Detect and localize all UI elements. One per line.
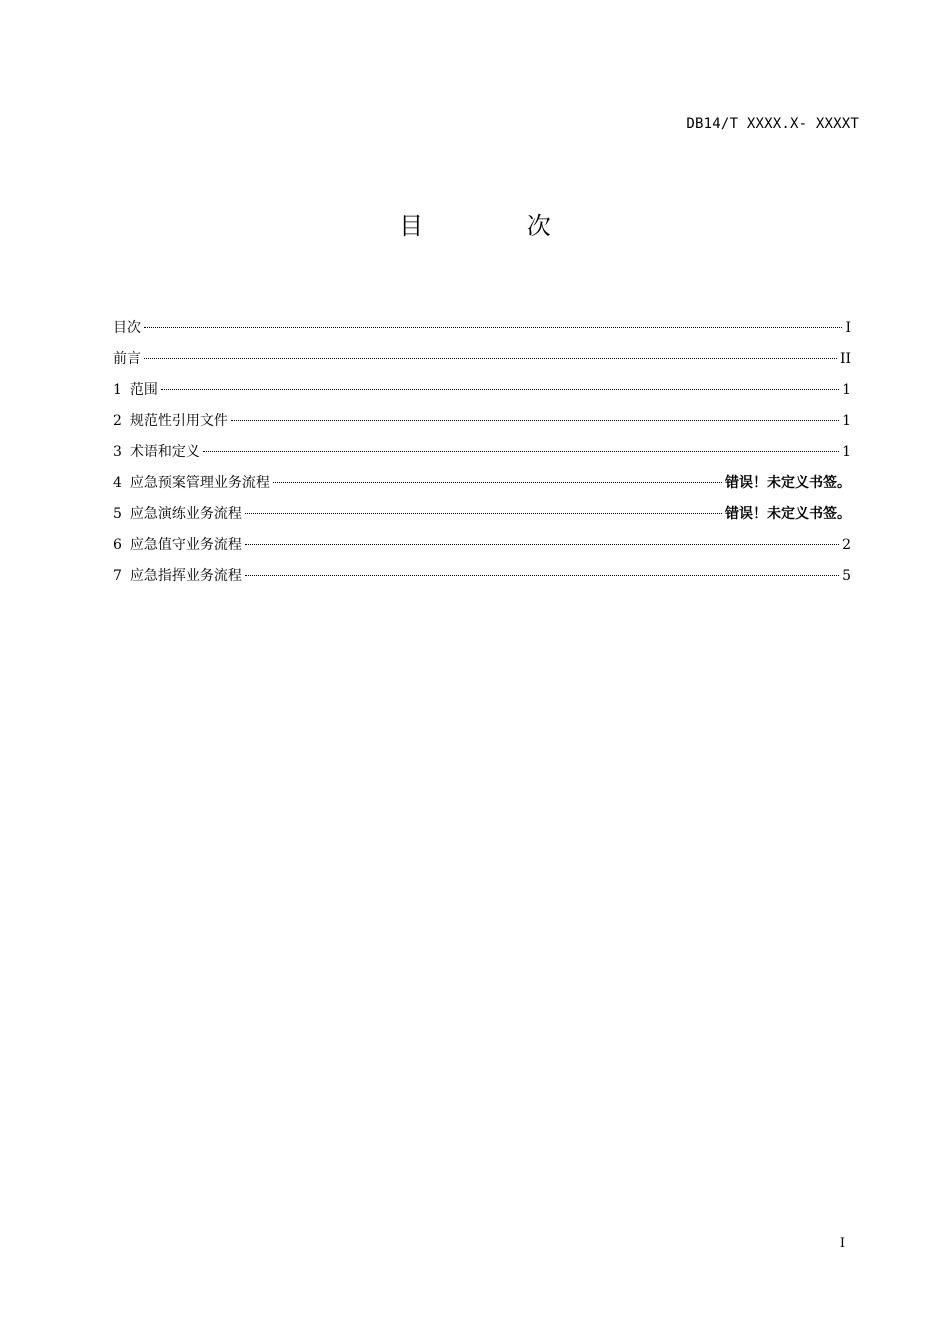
toc-entry-page: II xyxy=(839,351,851,367)
toc-entry-label: 应急预案管理业务流程 xyxy=(129,475,270,491)
toc-entry-number: 3 xyxy=(113,444,122,460)
toc-entry-label: 范围 xyxy=(129,382,158,398)
toc-entry-number: 5 xyxy=(113,506,122,522)
toc-entry-page: 1 xyxy=(842,382,851,398)
dot-leader xyxy=(273,482,722,483)
dot-leader xyxy=(144,358,837,359)
toc-entry-label: 应急演练业务流程 xyxy=(129,506,242,522)
toc-entry-scope[interactable] xyxy=(113,380,851,411)
toc-entry-terms-definitions[interactable] xyxy=(113,442,851,473)
page-number: I xyxy=(839,1236,845,1251)
toc-entry-normative-references[interactable] xyxy=(113,411,851,442)
toc-entry-label: 术语和定义 xyxy=(129,444,200,460)
toc-entry-page: 5 xyxy=(842,568,851,584)
toc-entry-contents[interactable] xyxy=(113,318,851,349)
toc-entry-command[interactable] xyxy=(113,566,851,597)
dot-leader xyxy=(161,389,839,390)
toc-entry-label: 应急值守业务流程 xyxy=(129,537,242,553)
toc-entry-number: 4 xyxy=(113,475,122,491)
toc-entry-foreword[interactable] xyxy=(113,349,851,380)
toc-entry-label: 前言 xyxy=(113,351,141,367)
toc-entry-page: I xyxy=(845,320,851,336)
document-code: DB14/T XXXX.X- XXXXT xyxy=(686,116,859,132)
toc-entry-page: 1 xyxy=(842,444,851,460)
toc-entry-page: 2 xyxy=(842,537,851,553)
toc-entry-label: 规范性引用文件 xyxy=(129,413,228,429)
toc-entry-bookmark-error: 错误！未定义书签。 xyxy=(725,506,851,522)
toc-entry-page: 1 xyxy=(842,413,851,429)
page-title: 目 次 xyxy=(399,212,599,240)
toc-entry-label: 目次 xyxy=(113,320,141,336)
toc-entry-number: 7 xyxy=(113,568,122,584)
dot-leader xyxy=(245,513,722,514)
toc-entry-plan-management[interactable] xyxy=(113,473,851,504)
toc-entry-label: 应急指挥业务流程 xyxy=(129,568,242,584)
toc-entry-drill[interactable] xyxy=(113,504,851,535)
dot-leader xyxy=(245,575,839,576)
dot-leader xyxy=(144,327,842,328)
toc-entry-bookmark-error: 错误！未定义书签。 xyxy=(725,475,851,491)
toc-entry-number: 2 xyxy=(113,413,122,429)
toc-entry-number: 6 xyxy=(113,537,122,553)
toc-entry-duty[interactable] xyxy=(113,535,851,566)
dot-leader xyxy=(245,544,839,545)
dot-leader xyxy=(203,451,839,452)
toc-entry-number: 1 xyxy=(113,382,122,398)
table-of-contents xyxy=(113,318,851,597)
dot-leader xyxy=(231,420,839,421)
